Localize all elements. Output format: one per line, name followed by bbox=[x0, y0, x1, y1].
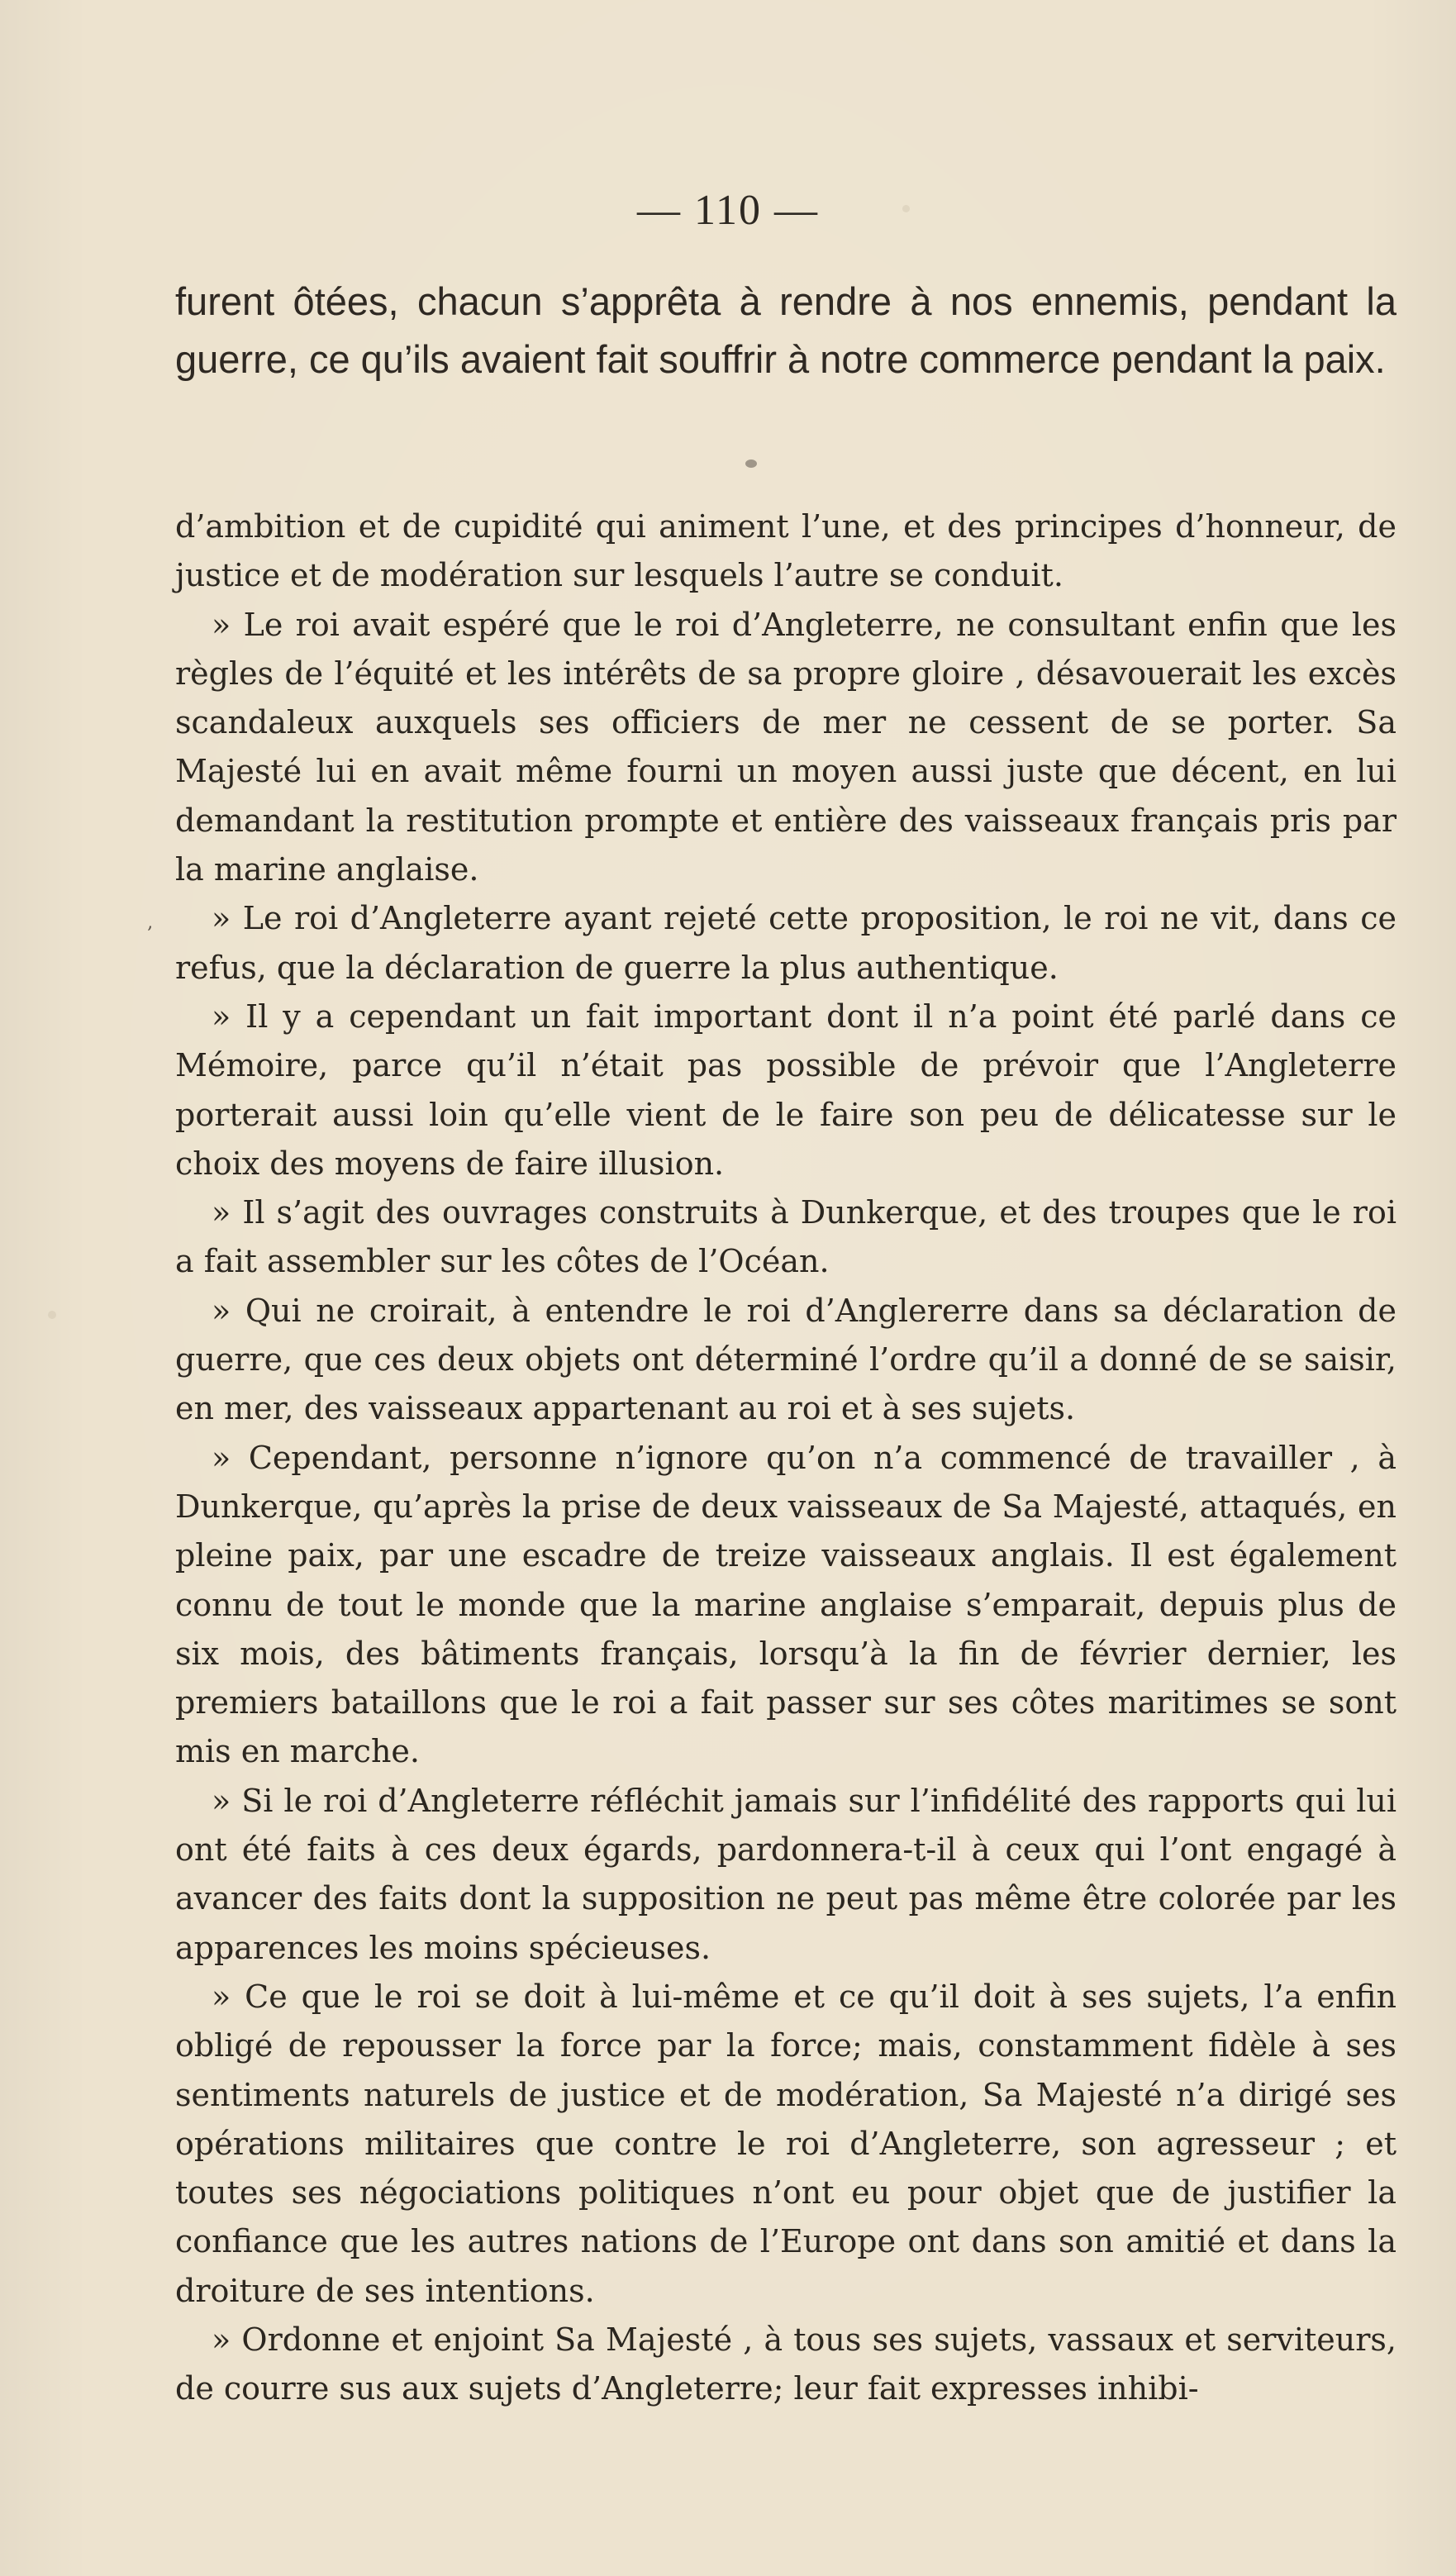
paper-foxing-spot bbox=[902, 205, 910, 212]
paragraph-continuation: d’ambition et de cupidité qui animent l’une, et des principes d’honneur, de justice et de modération sur lesquels l’autre se conduit. bbox=[175, 508, 1397, 594]
margin-mark: ‚ bbox=[147, 912, 153, 933]
body-text bbox=[175, 502, 1397, 2414]
paragraph: » Ordonne et enjoint Sa Majesté , à tous ses sujets, vassaux et serviteurs, de courre sus aux sujets d’Angleterre; leur fait expresses inhibi- bbox=[175, 2321, 1397, 2407]
paragraph: » Qui ne croirait, à entendre le roi d’Anglererre dans sa déclaration de guerre, que ces deux objets ont déterminé l’ordre qu’il a donné de se saisir, en mer, des vaisseaux appartenant au roi et à ses sujets. bbox=[175, 1292, 1397, 1427]
paragraph: » Ce que le roi se doit à lui-même et ce qu’il doit à ses sujets, l’a enfin obligé de repousser la force par la force; mais, constamment fidèle à ses sentiments naturels de justice et de modération, Sa Majesté n’a dirigé ses opérations militaires que contre le roi d’Angleterre, son agresseur ; et toutes ses négociations politiques n’ont eu pour objet que de justifier la confiance que les autres nations de l’Europe ont dans son amitié et dans la droiture de ses intentions. bbox=[175, 1978, 1397, 2309]
paragraph: » Cependant, personne n’ignore qu’on n’a commencé de travailler , à Dunkerque, qu’après la prise de deux vaisseaux de Sa Majesté, attaqués, en pleine paix, par une escadre de treize vaisseaux anglais. Il est également connu de tout le monde que la marine anglaise s’emparait, depuis plus de six mois, des bâtiments français, lorsqu’à la fin de février dernier, les premiers bataillons que le roi a fait passer sur ses côtes maritimes se sont mis en marche. bbox=[175, 1439, 1397, 1770]
paragraph: » Il y a cependant un fait important dont il n’a point été parlé dans ce Mémoire, parce qu’il n’était pas possible de prévoir que l’Angleterre porterait aussi loin qu’elle vient de le faire son peu de délicatesse sur le choix des moyens de faire illusion. bbox=[175, 998, 1397, 1182]
paragraph: » Si le roi d’Angleterre réfléchit jamais sur l’infidélité des rapports qui lui ont été faits à ces deux égards, pardonnera-t-il à ceux qui l’ont engagé à avancer des faits dont la supposition ne peut pas même être colorée par les apparences les moins spécieuses. bbox=[175, 1782, 1397, 1966]
paper-foxing-spot bbox=[48, 1311, 56, 1319]
paragraph: » Le roi d’Angleterre ayant rejeté cette proposition, le roi ne vit, dans ce refus, que la déclaration de guerre la plus authentique. bbox=[175, 900, 1397, 986]
header-paragraph: furent ôtées, chacun s’apprêta à rendre à nos ennemis, pendant la guerre, ce qu’ils avaient fait souffrir à notre commerce pendant la paix. bbox=[175, 279, 1397, 381]
separator-ornament bbox=[745, 459, 757, 468]
paragraph: » Il s’agit des ouvrages construits à Dunkerque, et des troupes que le roi a fait assembler sur les côtes de l’Océan. bbox=[175, 1194, 1397, 1280]
paragraph: » Le roi avait espéré que le roi d’Angleterre, ne consultant enfin que les règles de l’équité et les intérêts de sa propre gloire , désavouerait les excès scandaleux auxquels ses officiers de mer ne cessent de se porter. Sa Majesté lui en avait même fourni un moyen aussi juste que décent, en lui demandant la restitution prompte et entière des vaisseaux français pris par la marine anglaise. bbox=[175, 606, 1397, 888]
page-number: — 110 — bbox=[636, 187, 820, 234]
